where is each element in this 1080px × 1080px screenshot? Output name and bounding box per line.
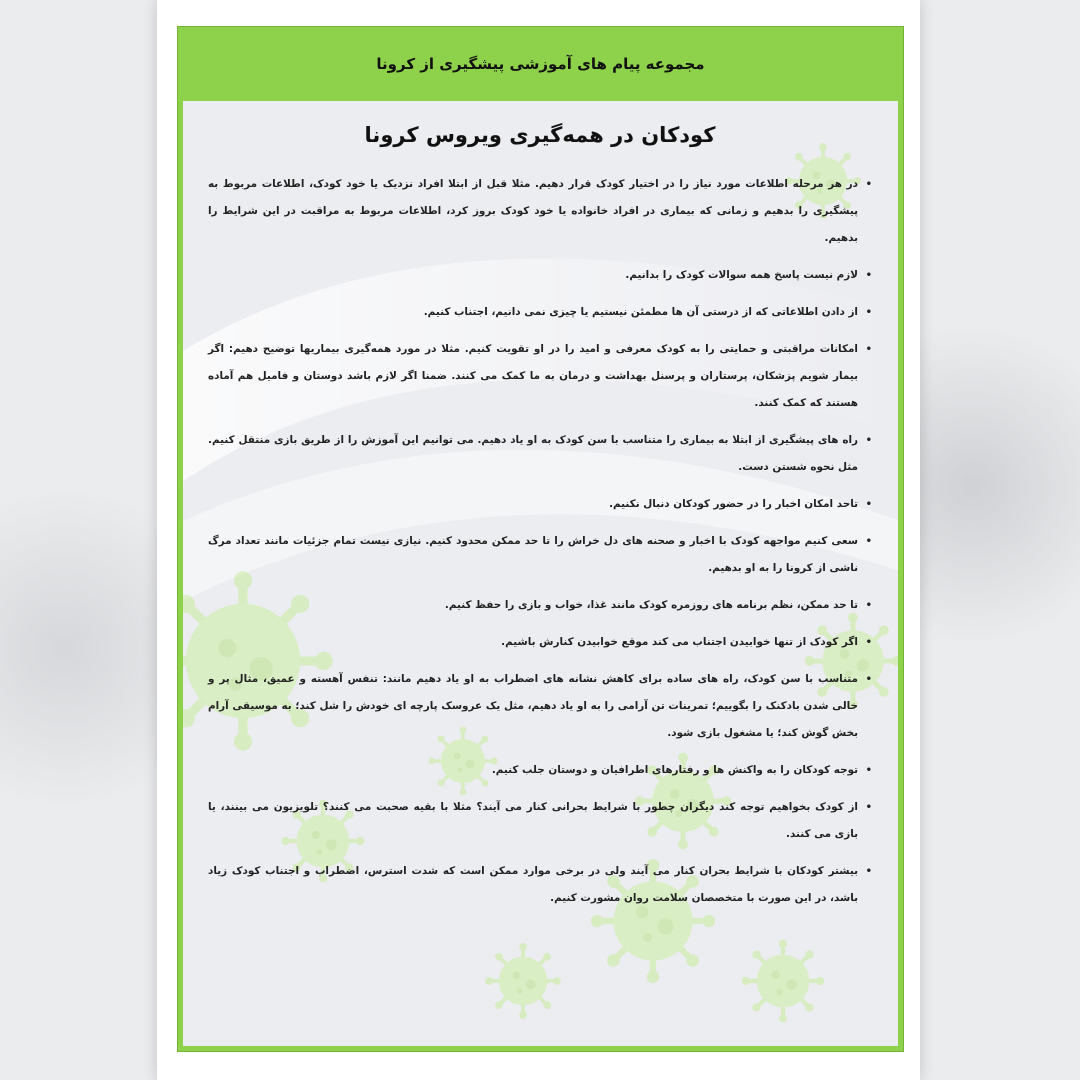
list-item-text: توجه کودکان را به واکنش ها و رفتارهای اطرافیان و دوستان جلب کنیم. xyxy=(491,764,858,776)
list-item-text: لازم نیست پاسخ همه سوالات کودک را بدانیم. xyxy=(625,269,858,281)
list-item-text: امکانات مراقبتی و حمایتی را به کودک معرفی و امید را در او تقویت کنیم. مثلا در مورد همه‌گیری بیماریها توضیح دهیم: اگر بیمار شویم پزشکان، پرستاران و پرسنل بهداشت و درمان به ما کمک می کنند. ضمنا اگر لازم باشد دوستان و فامیل هم آماده هستند که کمک کنند. xyxy=(208,343,858,409)
list-item xyxy=(208,757,872,784)
list-item-text: از کودک بخواهیم توجه کند دیگران چطور با شرایط بحرانی کنار می آیند؟ مثلا با بقیه صحبت می کنند؟ تلویزیون می بینند، یا بازی می کنند. xyxy=(208,801,858,840)
bullet-icon: • xyxy=(865,866,872,877)
bullet-icon: • xyxy=(865,344,872,355)
guideline-list xyxy=(208,171,872,912)
list-item-text: سعی کنیم مواجهه کودک با اخبار و صحنه های دل خراش را تا حد ممکن محدود کنیم. نیازی نیست تمام جزئیات مانند تعداد مرگ ناشی از کرونا را به او بدهیم. xyxy=(208,535,858,574)
bullet-icon: • xyxy=(865,435,872,446)
bullet-icon: • xyxy=(865,536,872,547)
bullet-icon: • xyxy=(865,270,872,281)
list-item-text: از دادن اطلاعاتی که از درستی آن ها مطمئن نیستیم یا چیزی نمی دانیم، اجتناب کنیم. xyxy=(423,306,858,318)
list-item-text: اگر کودک از تنها خوابیدن اجتناب می کند موقع خوابیدن کنارش باشیم. xyxy=(501,636,858,648)
list-item xyxy=(208,336,872,417)
list-item xyxy=(208,794,872,848)
document-body xyxy=(208,123,872,922)
list-item xyxy=(208,299,872,326)
bullet-icon: • xyxy=(865,179,872,190)
list-item xyxy=(208,171,872,252)
list-item xyxy=(208,629,872,656)
virus-icon xyxy=(742,940,825,1023)
list-item xyxy=(208,592,872,619)
list-item xyxy=(208,528,872,582)
document-title: کودکان در همه‌گیری ویروس کرونا xyxy=(364,123,716,147)
list-item-text: متناسب با سن کودک، راه های ساده برای کاهش نشانه های اضطراب به او یاد دهیم مانند: تنفس آهسته و عمیق، مثال پر و خالی شدن بادکنک را بگوییم؛ تمرینات تن آرامی را به او یاد دهیم، مثل یک عروسک پارچه ای خودش را شل کند؛ به موسیقی آرام بخش گوش کند؛ یا مشغول بازی شود. xyxy=(208,673,858,739)
bullet-icon: • xyxy=(865,765,872,776)
list-item xyxy=(208,858,872,912)
list-item xyxy=(208,491,872,518)
list-item xyxy=(208,427,872,481)
list-item xyxy=(208,262,872,289)
green-frame xyxy=(177,26,904,1052)
bullet-icon: • xyxy=(865,307,872,318)
list-item-text: تاحد امکان اخبار را در حضور کودکان دنبال نکنیم. xyxy=(609,498,858,510)
header-title: مجموعه پیام های آموزشی پیشگیری از کرونا xyxy=(376,55,705,73)
bullet-icon: • xyxy=(865,637,872,648)
virus-icon xyxy=(485,943,561,1019)
bullet-icon: • xyxy=(865,802,872,813)
bullet-icon: • xyxy=(865,674,872,685)
list-item-text: بیشتر کودکان با شرایط بحران کنار می آیند ولی در برخی موارد ممکن است که شدت استرس، اضطراب و اجتناب کودک زیاد باشد، در این صورت با متخصصان سلامت روان مشورت کنیم. xyxy=(208,865,858,904)
bullet-icon: • xyxy=(865,499,872,510)
header-band xyxy=(178,27,903,101)
list-item-text: در هر مرحله اطلاعات مورد نیاز را در اختیار کودک قرار دهیم. مثلا قبل از ابتلا افراد نزدیک یا خود کودک، اطلاعات مربوط به پیشگیری را بدهیم و زمانی که بیماری در افراد خانواده یا خود کودک بروز کرد، اطلاعات مربوط به مراقبت در این شرایط را بدهیم. xyxy=(208,178,858,244)
list-item-text: تا حد ممکن، نظم برنامه های روزمره کودک مانند غذا، خواب و بازی را حفظ کنیم. xyxy=(444,599,858,611)
content-panel xyxy=(183,101,898,1046)
list-item xyxy=(208,666,872,747)
bullet-icon: • xyxy=(865,600,872,611)
list-item-text: راه های پیشگیری از ابتلا به بیماری را متناسب با سن کودک به او یاد دهیم. می توانیم این آموزش را از طریق بازی منتقل کنیم. مثل نحوه شستن دست. xyxy=(208,434,858,473)
document-page xyxy=(157,0,920,1080)
